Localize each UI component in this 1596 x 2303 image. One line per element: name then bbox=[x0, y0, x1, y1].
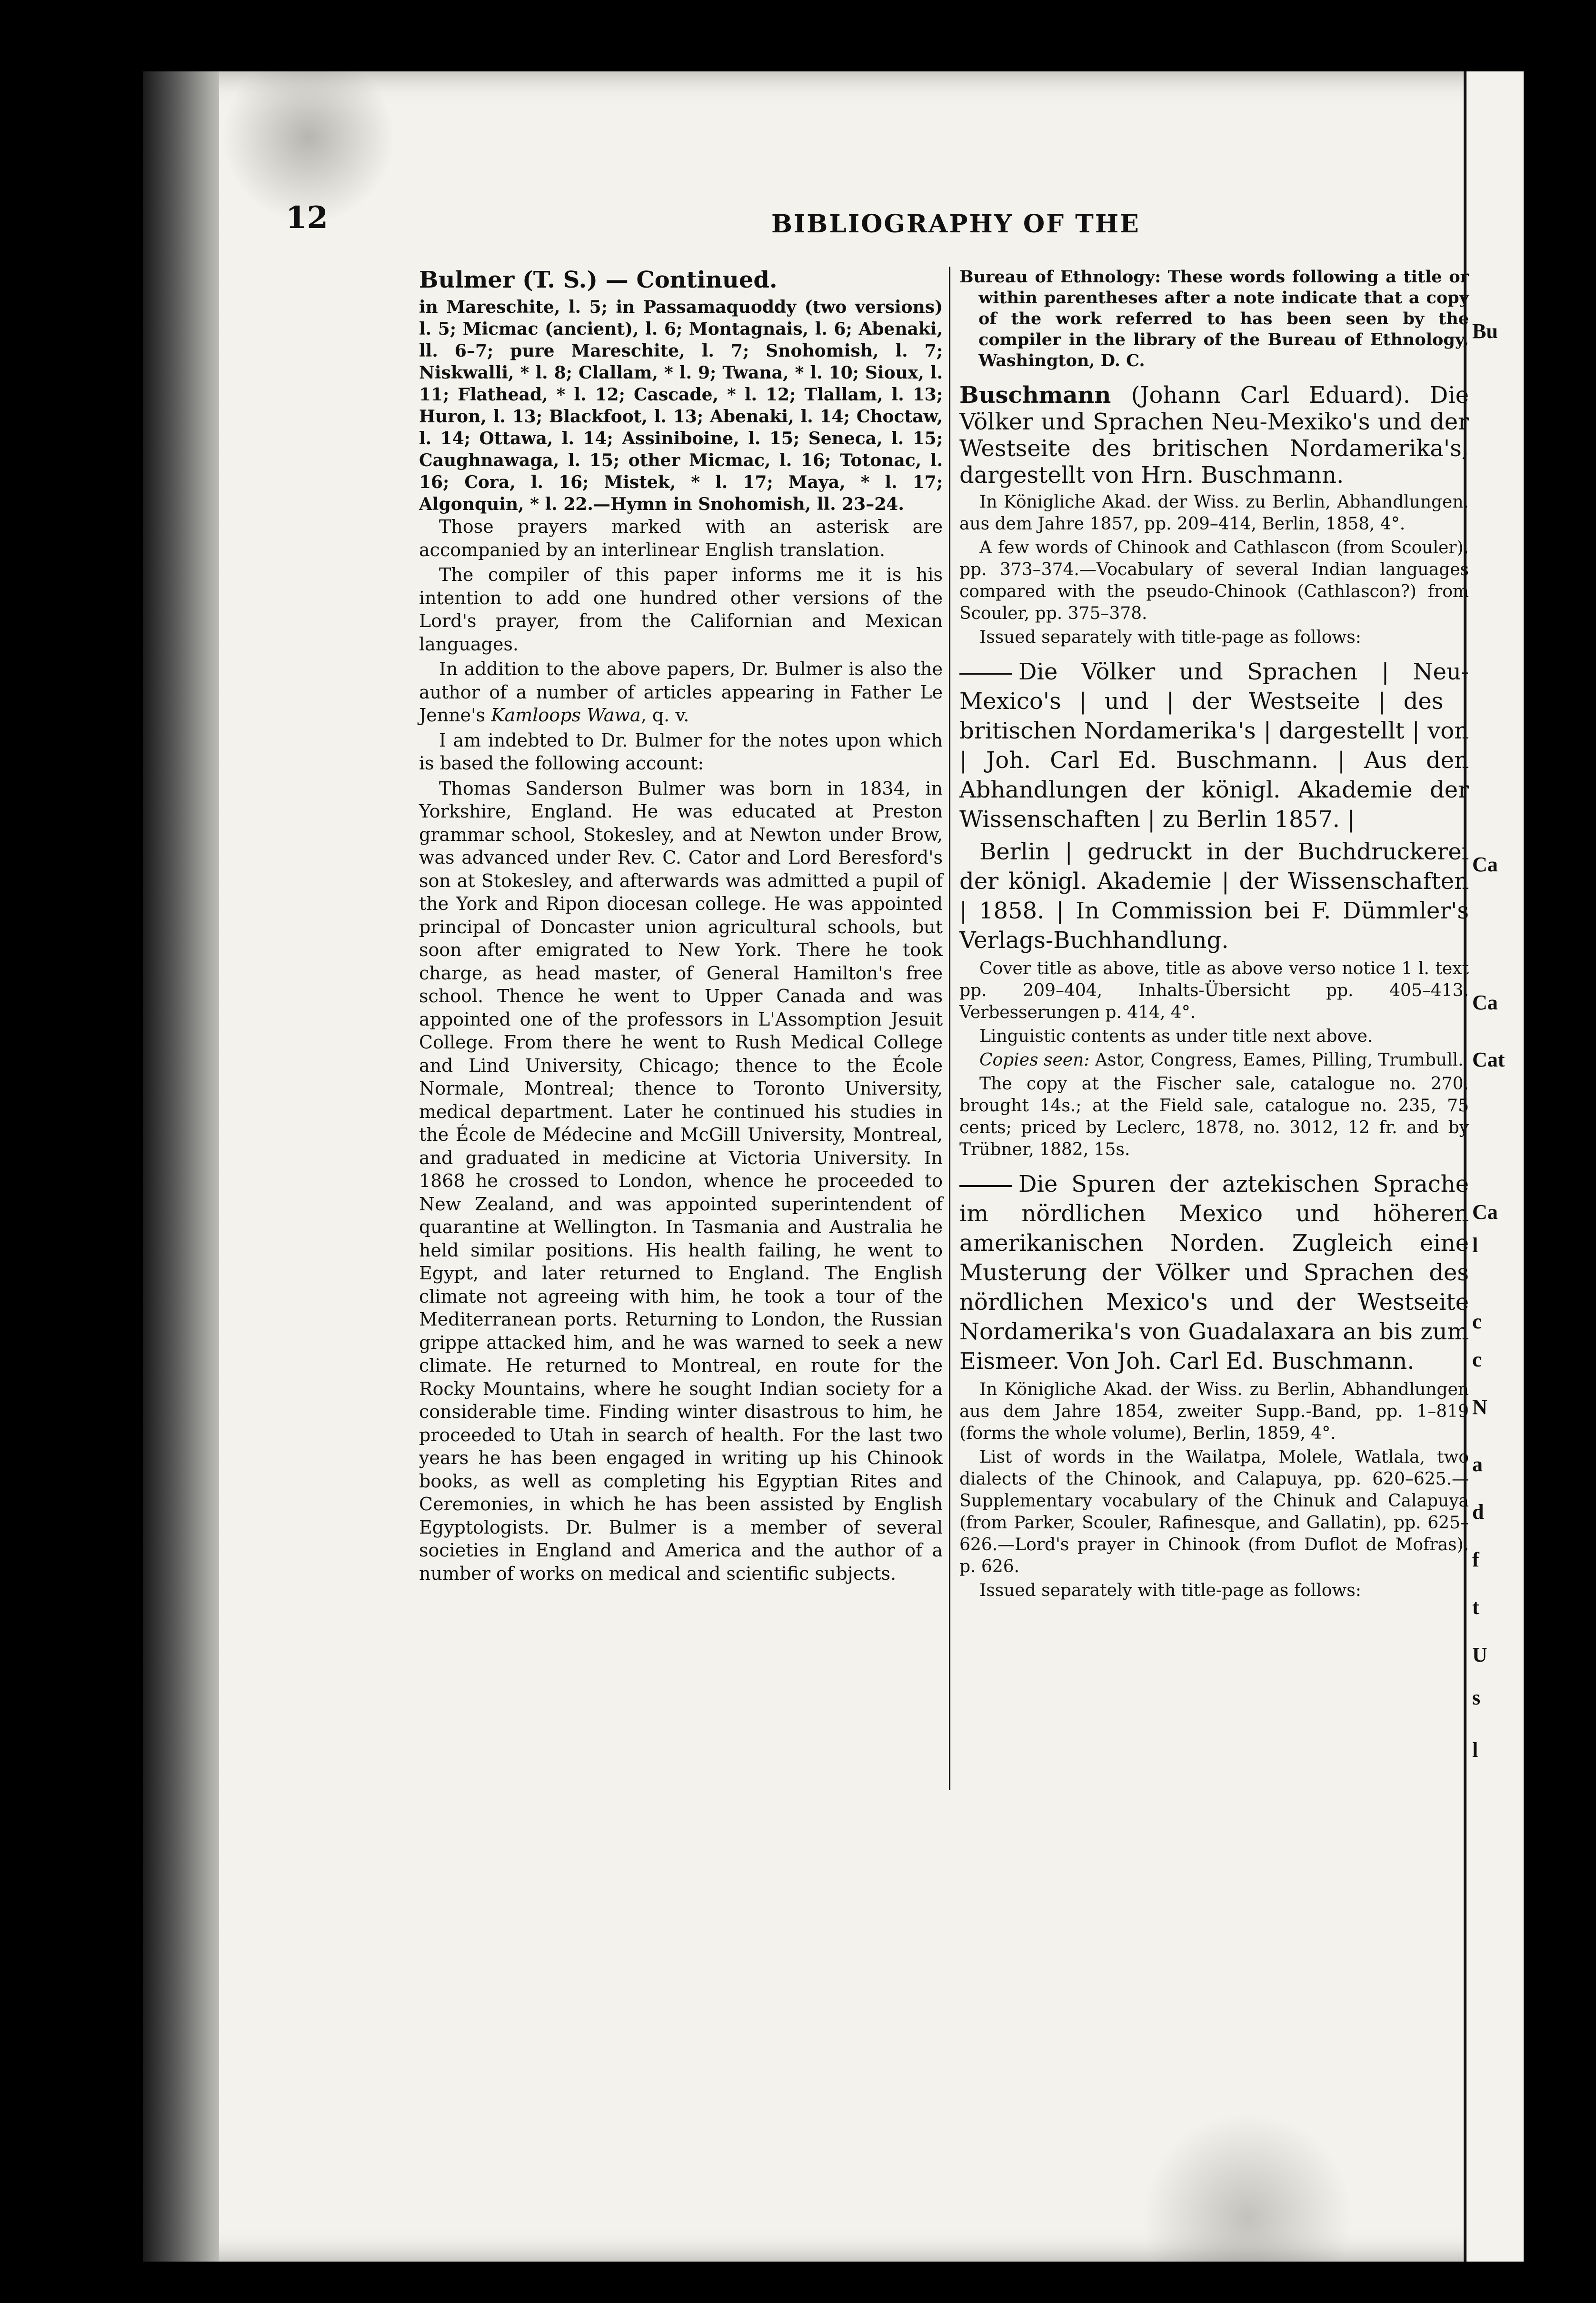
author-name: Buschmann bbox=[959, 382, 1111, 409]
facing-page-edge bbox=[1464, 71, 1524, 2262]
italic-title: Kamloops Wawa bbox=[491, 705, 641, 726]
bureau-note: Bureau of Ethnology: These words following a title or within parentheses after a note indicate that a copy of the work referred to has been seen by the compiler in the library of the Bureau of Ethnology, Washington, D. C. bbox=[959, 267, 1469, 370]
paragraph: List of words in the Wailatpa, Molele, Watlala, two dialects of the Chinook, and Calapuya, pp. 620–625.—Supplementary vocabulary of the Chinuk and Calapuya (from Parker, Scouler, Rafinesque, and Gallatin), pp. 625–626.—Lord's prayer in Chinook (from Duflot de Mofras), p. 626. bbox=[959, 1447, 1469, 1576]
page-number: 12 bbox=[286, 200, 329, 236]
paragraph: Cover title as above, title as above verso notice 1 l. text pp. 209–404, Inhalts-Übersicht pp. 405–413, Verbesserungen p. 414, 4°. bbox=[959, 959, 1469, 1022]
running-title: BIBLIOGRAPHY OF THE bbox=[771, 209, 1140, 239]
paragraph: In Königliche Akad. der Wiss. zu Berlin, Abhandlungen aus dem Jahre 1854, zweiter Supp.-Band, pp. 1–819 (forms the whole volume), Berlin, 1859, 4°. bbox=[959, 1380, 1469, 1443]
text-run: In addition to the above papers, Dr. Bulmer is also the author of a number of articles appearing in Father Le Jenne's bbox=[419, 658, 943, 726]
facing-page-fragment: d bbox=[1472, 1500, 1484, 1524]
paragraph: I am indebted to Dr. Bulmer for the notes upon which is based the following account: bbox=[419, 729, 943, 774]
facing-page-fragment: f bbox=[1472, 1548, 1479, 1571]
paragraph bbox=[959, 1049, 1469, 1071]
biography-paragraph: Thomas Sanderson Bulmer was born in 1834, in Yorkshire, England. He was educated at Preston grammar school, Stokesley, and at Newton under Brow, was advanced under Rev. C. Cator and Lord Beresford's son at Stokesley, and afterwards was admitted a pupil of the York and Ripon diocesan college. He was appointed principal of Doncaster union agricultural schools, but soon after emigrated to New York. There he took charge, as head master, of General Hamilton's free school. Thence he went to Upper Canada and was appointed one of the professors in L'Assomption Jesuit College. From there he went to Rush Medical College and Lind University, Chicago; thence to the École Normale, Montreal; thence to Toronto University, medical department. Later he continued his studies in the École de Médecine and McGill University, Montreal, and graduated in medicine at Victoria University. In 1868 he crossed to London, whence he proceeded to New Zealand, and was appointed superintendent of quarantine at Wellington. In Tasmania and Australia he held similar positions. His health failing, he went to Egypt, and later returned to England. The English climate not agreeing with him, he took a tour of the Mediterranean ports. Returning to London, the Russian grippe attacked him, and he was warned to seek a new climate. He returned to Montreal, en route for the Rocky Mountains, where he sought Indian society for a considerable time. Finding winter disastrous to him, he proceeded to Utah in search of health. For the last two years he has been engaged in writing up his Chinook books, as well as completing his Egyptian Rites and Ceremonies, in which he has been assisted by English Egyptologists. Dr. Bulmer is a member of several societies in England and America and the author of a number of works on medical and scientific subjects. bbox=[419, 778, 943, 1584]
facing-page-fragment: N bbox=[1472, 1396, 1487, 1419]
facing-page-fragment: c bbox=[1472, 1348, 1482, 1371]
paragraph: Linguistic contents as under title next above. bbox=[979, 1027, 1373, 1046]
em-dash-rule bbox=[959, 1185, 1012, 1187]
em-dash-rule bbox=[959, 673, 1012, 675]
copies-label: Copies seen: bbox=[979, 1050, 1090, 1070]
facing-page-fragment: Ca bbox=[1472, 991, 1498, 1014]
facing-page-fragment: s bbox=[1472, 1686, 1481, 1709]
text-run: Die Völker und Sprachen | Neu-Mexico's | und | der Westseite | des | britischen Nordamerika's | dargestellt | von | Joh. Carl Ed. Buschmann. | Aus den Abhandlungen der königl. Akademie der Wissenschaften | zu Berlin 1857. | bbox=[959, 658, 1469, 833]
paragraph: Those prayers marked with an asterisk are accompanied by an interlinear English translation. bbox=[419, 516, 943, 560]
facing-page-fragment: l bbox=[1472, 1738, 1478, 1762]
paragraph bbox=[419, 658, 943, 727]
book-gutter bbox=[143, 71, 219, 2262]
paragraph: In Königliche Akad. der Wiss. zu Berlin, Abhandlungen, aus dem Jahre 1857, pp. 209–414, Berlin, 1858, 4°. bbox=[959, 492, 1469, 534]
paragraph: Issued separately with title-page as follows: bbox=[979, 628, 1361, 647]
facing-page-fragment: Bu bbox=[1472, 319, 1498, 343]
entry-title: (Johann Carl Eduard). Die Völker und Sprachen Neu-Mexiko's und der Westseite des britischen Nordamerika's, dargestellt von Hrn. Buschmann. bbox=[959, 382, 1469, 489]
entry-heading: Bulmer (T. S.) — Continued. bbox=[419, 267, 778, 293]
entry-heading bbox=[959, 382, 1469, 489]
facing-page-fragment: c bbox=[1472, 1310, 1482, 1333]
title-transcription bbox=[959, 657, 1469, 834]
right-column bbox=[959, 267, 1469, 1604]
prayer-list: in Mareschite, l. 5; in Passamaquoddy (two versions) l. 5; Micmac (ancient), l. 6; Montagnais, l. 6; Abenaki, ll. 6–7; pure Mareschite, l. 7; Snohomish, l. 7; Niskwalli, * l. 8; Clallam, * l. 9; Twana, * l. 10; Sioux, l. 11; Flathead, * l. 12; Cascade, * l. 12; Tlallam, l. 13; Huron, l. 13; Blackfoot, l. 13; Abenaki, l. 14; Choctaw, l. 14; Ottawa, l. 14; Assiniboine, l. 15; Seneca, l. 15; Caughnawaga, l. 15; other Micmac, l. 16; Totonac, l. 16; Cora, l. 16; Mistek, * l. 17; Maya, * l. 17; Algonquin, * l. 22.—Hymn in Snohomish, ll. 23–24. bbox=[419, 297, 943, 514]
paragraph: The copy at the Fischer sale, catalogue no. 270, brought 14s.; at the Field sale, catalogue no. 235, 75 cents; priced by Leclerc, 1878, no. 3012, 12 fr. and by Trübner, 1882, 15s. bbox=[959, 1074, 1469, 1159]
page-header bbox=[286, 200, 1476, 238]
text-run: Die Spuren der aztekischen Sprache im nördlichen Mexico und höheren amerikanischen Norden. Zugleich eine Musterung der Völker und Sprachen des nördlichen Mexico's und der Westseite Nordamerika's von Guadalaxara an bis zum Eismeer. Von Joh. Carl Ed. Buschmann. bbox=[959, 1171, 1469, 1375]
text-run: , q. v. bbox=[640, 705, 689, 726]
facing-page-fragment: U bbox=[1472, 1643, 1487, 1666]
title-transcription bbox=[959, 1169, 1469, 1376]
imprint: Berlin | gedruckt in der Buchdruckerei der königl. Akademie | der Wissenschaften | 1858. | In Commission bei F. Dümmler's Verlags-Buchhandlung. bbox=[959, 838, 1469, 954]
facing-page-fragment: a bbox=[1472, 1453, 1483, 1476]
facing-page-fragment: Cat bbox=[1472, 1048, 1505, 1071]
paragraph: Issued separately with title-page as follows: bbox=[979, 1581, 1361, 1600]
text-run: Astor, Congress, Eames, Pilling, Trumbull. bbox=[1089, 1050, 1464, 1070]
facing-page-fragment: l bbox=[1472, 1234, 1478, 1257]
paragraph: The compiler of this paper informs me it is his intention to add one hundred other versions of the Lord's prayer, from the Californian and Mexican languages. bbox=[419, 564, 943, 655]
left-column bbox=[419, 267, 943, 1587]
facing-page-fragment: t bbox=[1472, 1595, 1479, 1619]
facing-page-fragment: Ca bbox=[1472, 1200, 1498, 1224]
paragraph: A few words of Chinook and Cathlascon (from Scouler), pp. 373–374.—Vocabulary of several Indian languages compared with the pseudo-Chinook (Cathlascon?) from Scouler, pp. 375–378. bbox=[959, 538, 1469, 623]
facing-page-fragment: Ca bbox=[1472, 853, 1498, 876]
column-rule bbox=[949, 267, 950, 1790]
